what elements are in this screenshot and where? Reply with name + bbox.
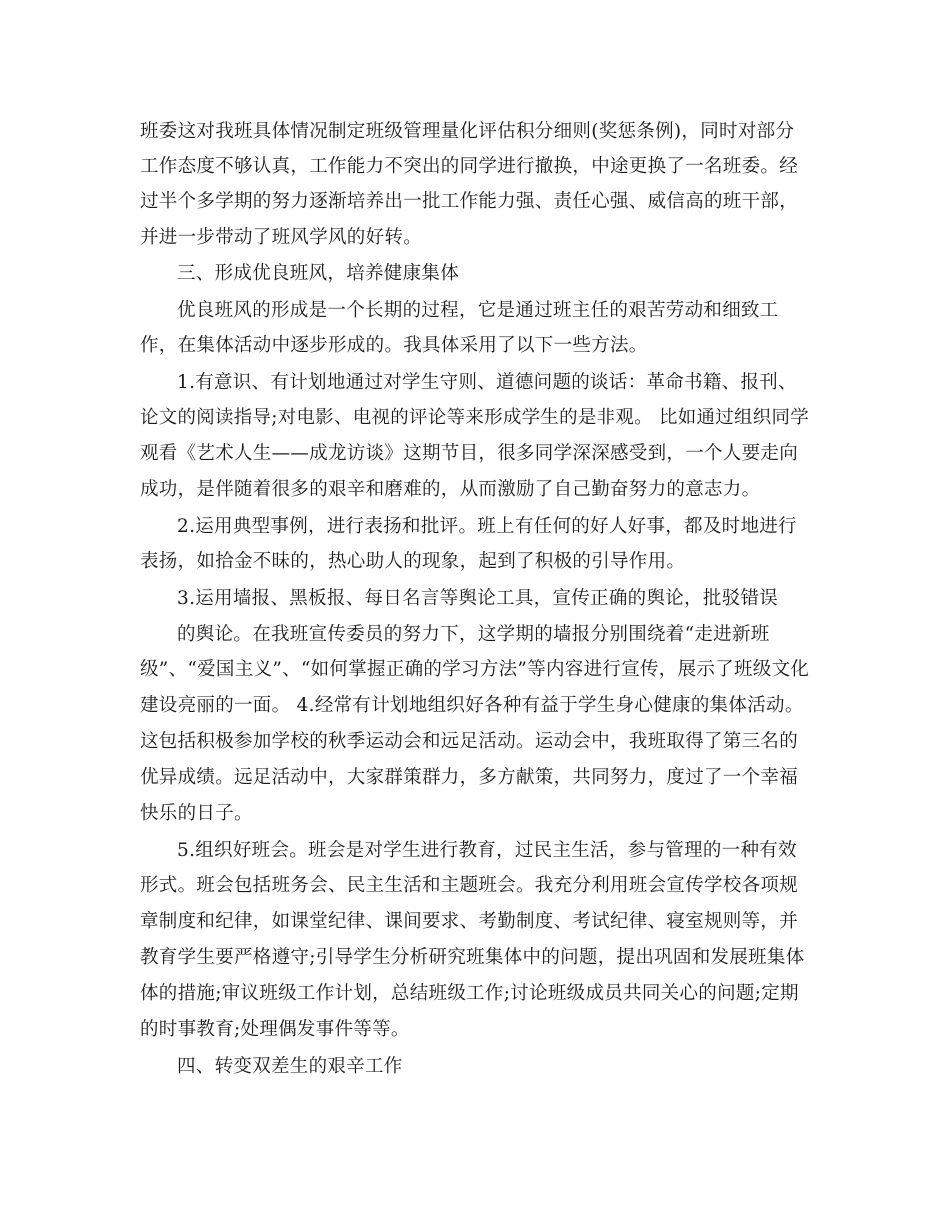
- text-line-20: 快乐的日子。: [140, 803, 253, 824]
- text-line-3: 过半个多学期的努力逐渐培养出一批工作能力强、责任心强、威信高的班干部，: [140, 191, 799, 212]
- text-line-9: 论文的阅读指导;对电影、电视的评论等来形成学生的是非观。 比如通过组织同学: [140, 407, 810, 428]
- text-line-26: 的时事教育;处理偶发事件等等。: [140, 1019, 410, 1040]
- section-heading-3: 三、形成优良班风，培养健康集体: [177, 263, 460, 284]
- text-line-15: 的舆论。在我班宣传委员的努力下，这学期的墙报分别围绕着“走进新班: [177, 624, 770, 645]
- text-line-13: 表扬，如拾金不昧的，热心助人的现象，起到了积极的引导作用。: [140, 551, 686, 572]
- text-line-25: 体的措施;审议班级工作计划，总结班级工作;讨论班级成员共同关心的问题;定期: [140, 983, 799, 1004]
- text-line-18: 这包括积极参加学校的秋季运动会和远足活动。运动会中，我班取得了第三名的: [140, 731, 799, 752]
- text-line-22: 形式。班会包括班务会、民主生活和主题班会。我充分利用班会宣传学校各项规: [140, 875, 799, 896]
- text-line-2: 工作态度不够认真，工作能力不突出的同学进行撤换，中途更换了一名班委。经: [140, 156, 799, 177]
- text-line-24: 教育学生要严格遵守;引导学生分析研究班集体中的问题，提出巩固和发展班集体: [140, 947, 805, 968]
- text-line-1: 班委这对我班具体情况制定班级管理量化评估积分细则(奖惩条例)，同时对部分: [140, 121, 795, 142]
- text-line-19: 优异成绩。远足活动中，大家群策群力，多方献策，共同努力，度过了一个幸福: [140, 767, 799, 788]
- section-heading-4: 四、转变双差生的艰辛工作: [177, 1056, 403, 1077]
- text-line-16: 级”、“爱国主义”、“如何掌握正确的学习方法”等内容进行宣传，展示了班级文化: [140, 659, 810, 680]
- text-line-14: 3.运用墙报、黑板报、每日名言等舆论工具，宣传正确的舆论，批驳错误: [177, 588, 779, 609]
- text-line-17: 建设亮丽的一面。 4.经常有计划地组织好各种有益于学生身心健康的集体活动。: [140, 695, 804, 716]
- text-line-6: 优良班风的形成是一个长期的过程，它是通过班主任的艰苦劳动和细致工: [177, 300, 779, 321]
- text-line-11: 成功，是伴随着很多的艰辛和磨难的，从而激励了自己勤奋努力的意志力。: [140, 479, 761, 500]
- text-line-23: 章制度和纪律，如课堂纪律、课间要求、考勤制度、考试纪律、寝室规则等，并: [140, 911, 799, 932]
- text-line-12: 2.运用典型事例，进行表扬和批评。班上有任何的好人好事，都及时地进行: [177, 516, 797, 537]
- text-line-10: 观看《艺术人生——成龙访谈》这期节目，很多同学深深感受到，一个人要走向: [140, 443, 799, 464]
- text-line-8: 1.有意识、有计划地通过对学生守则、道德问题的谈话：革命书籍、报刊、: [177, 372, 797, 393]
- text-line-7: 作，在集体活动中逐步形成的。我具体采用了以下一些方法。: [140, 335, 648, 356]
- text-line-21: 5.组织好班会。班会是对学生进行教育，过民主生活，参与管理的一种有效: [177, 840, 797, 861]
- text-line-4: 并进一步带动了班风学风的好转。: [140, 227, 423, 248]
